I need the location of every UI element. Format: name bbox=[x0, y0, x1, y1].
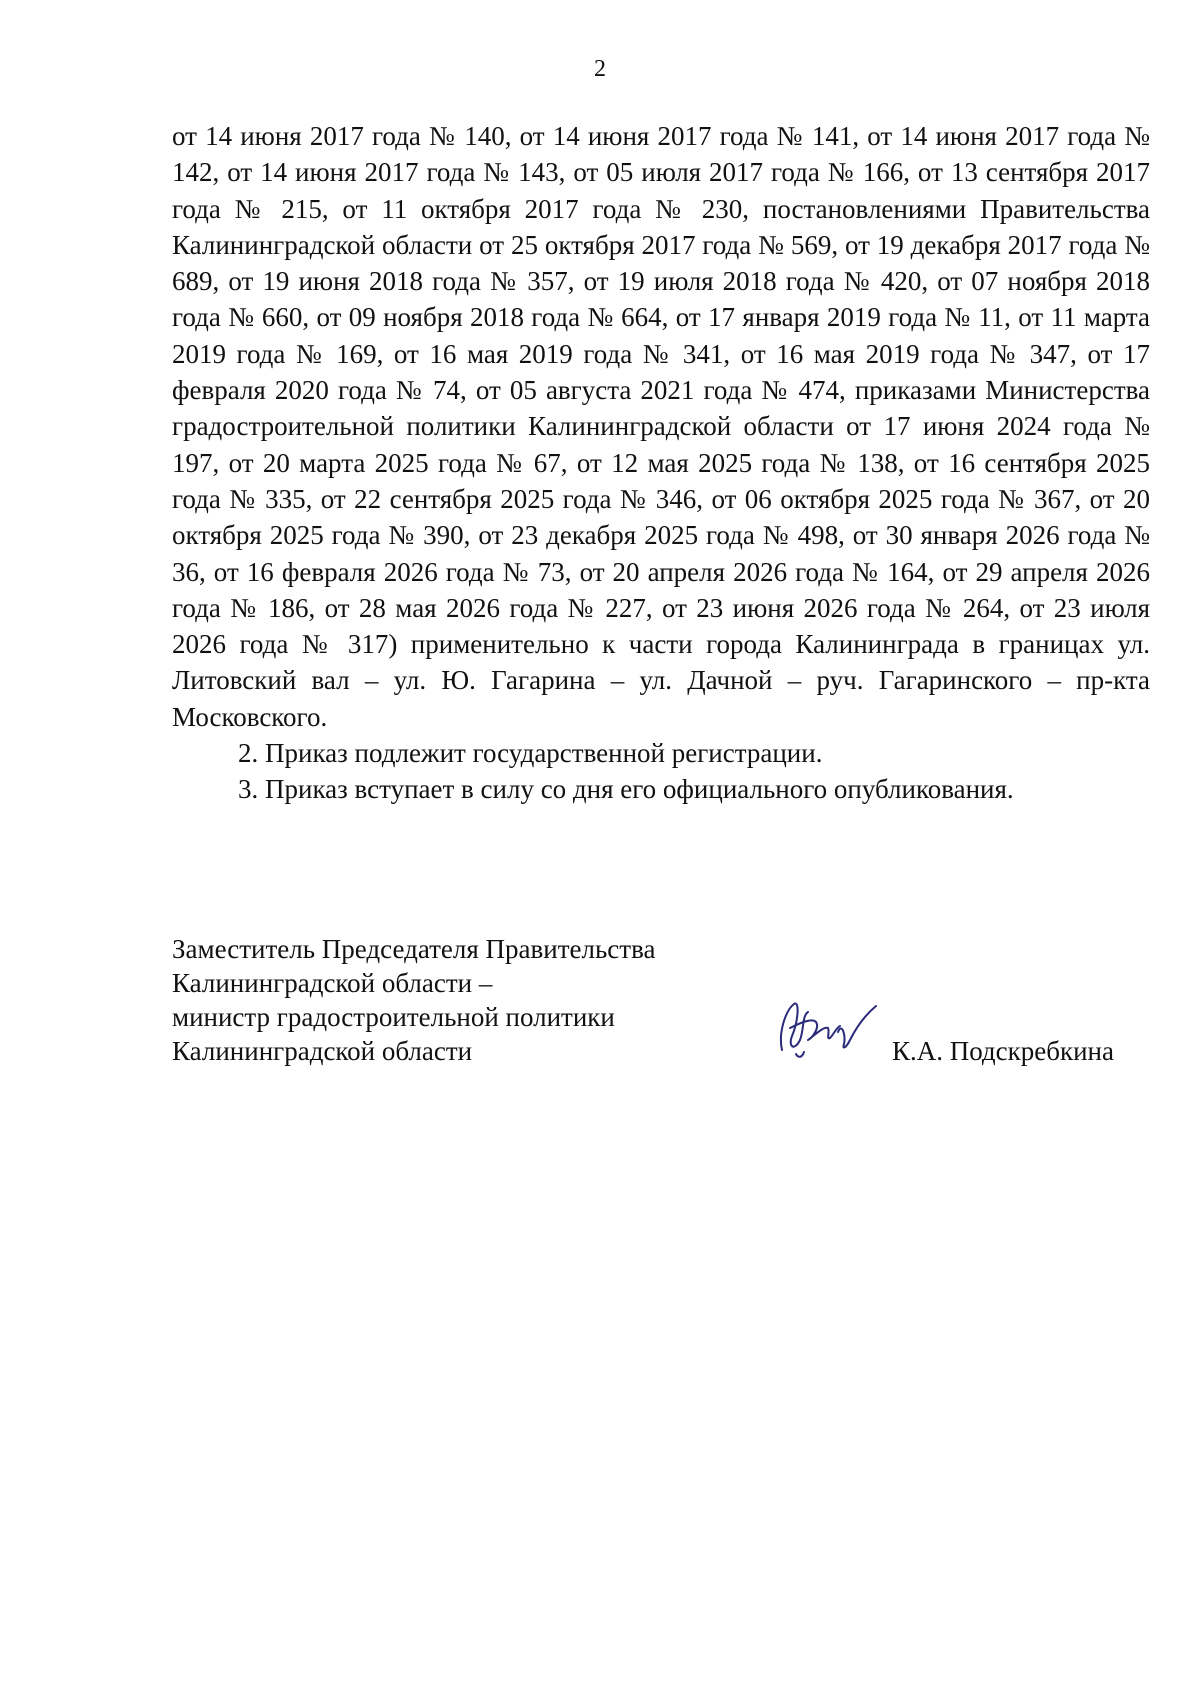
position-line: Калининградской области bbox=[172, 1036, 473, 1066]
paragraph-registration: 2. Приказ подлежит государственной регистрации. bbox=[238, 738, 823, 769]
signer-position bbox=[172, 932, 655, 1068]
handwritten-signature bbox=[772, 992, 882, 1062]
position-line: Заместитель Председателя Правительства bbox=[172, 934, 656, 964]
page-number: 2 bbox=[594, 56, 606, 82]
document-body bbox=[172, 118, 1150, 808]
position-line: Калининградской области – bbox=[172, 968, 493, 998]
position-line: министр градостроительной политики bbox=[172, 1002, 615, 1032]
paragraph-entry-into-force: 3. Приказ вступает в силу со дня его официального опубликования. bbox=[238, 774, 1014, 805]
signer-name: К.А. Подскребкина bbox=[891, 1036, 1114, 1066]
paragraph-continuation: от 14 июня 2017 года № 140, от 14 июня 2017 года № 141, от 14 июня 2017 года № 142, от 14 июня 2017 года № 143, от 05 июля 2017 года № 166, от 13 сентября 2017 года № 215, от 11 октября 2017 года № 230, постановлениями Правительства Калининградской области от 25 октября 2017 года № 569, от 19 декабря 2017 года № 689, от 19 июня 2018 года № 357, от 19 июля 2018 года № 420, от 07 ноября 2018 года № 660, от 09 ноября 2018 года № 664, от 17 января 2019 года № 11, от 11 марта 2019 года № 169, от 16 мая 2019 года № 341, от 16 мая 2019 года № 347, от 17 февраля 2020 года № 74, от 05 августа 2021 года № 474, приказами Министерства градостроительной политики Калининградской области от 17 июня 2024 года № 197, от 20 марта 2025 года № 67, от 12 мая 2025 года № 138, от 16 сентября 2025 года № 335, от 22 сентября 2025 года № 346, от 06 октября 2025 года № 367, от 20 октября 2025 года № 390, от 23 декабря 2025 года № 498, от 30 января 2026 года № 36, от 16 февраля 2026 года № 73, от 20 апреля 2026 года № 164, от 29 апреля 2026 года № 186, от 28 мая 2026 года № 227, от 23 июня 2026 года № 264, от 23 июля 2026 года № 317) применительно к части города Калининграда в границах ул. Литовский вал – ул. Ю. Гагарина – ул. Дачной – руч. Гагаринского – пр-кта Московского. bbox=[172, 121, 1150, 732]
signature-block bbox=[172, 932, 1150, 1092]
